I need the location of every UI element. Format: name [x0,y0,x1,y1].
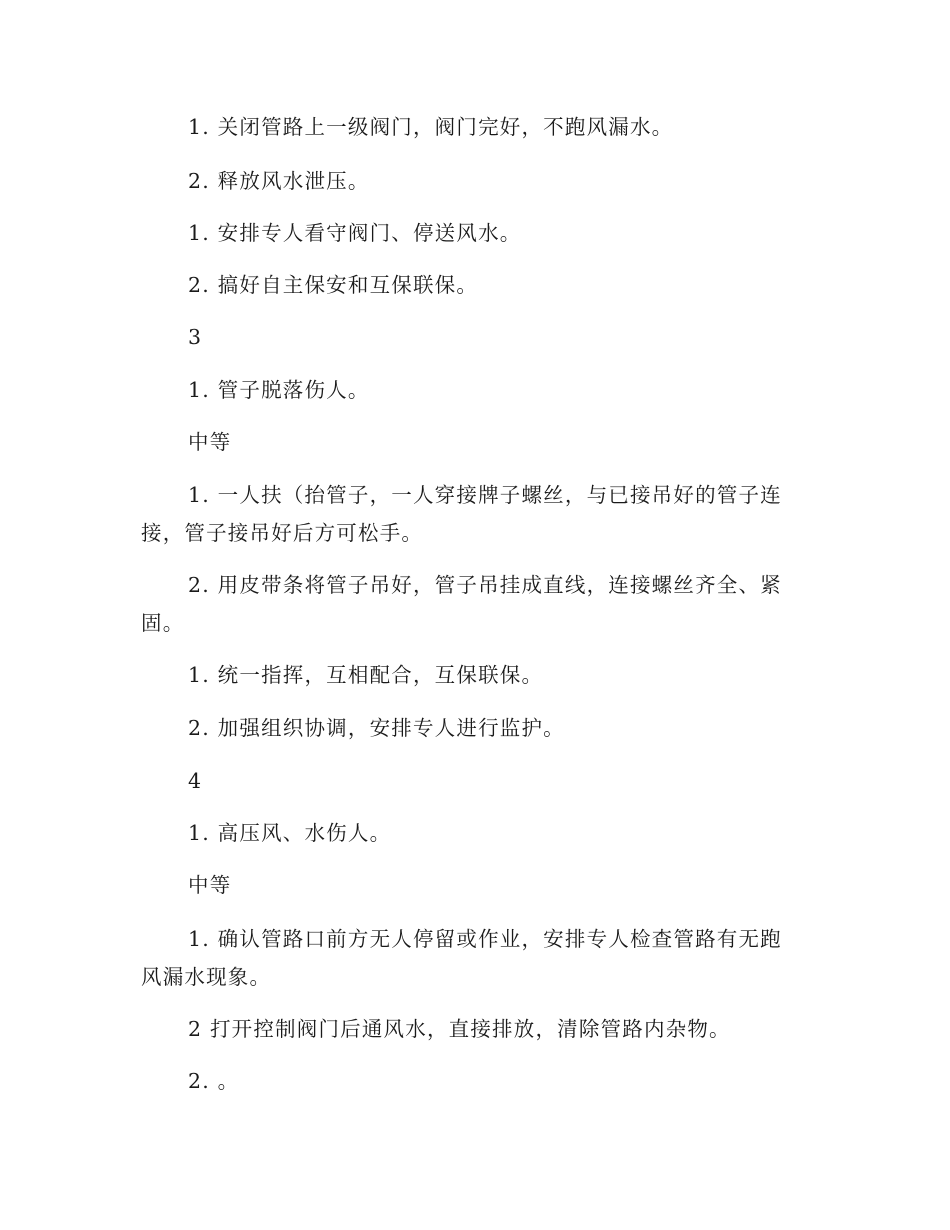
paragraph-9: 2. 用皮带条将管子吊好，管子吊挂成直线，连接螺丝齐全、紧固。 [141,573,782,635]
paragraph-8: 1. 一人扶（抬管子，一人穿接牌子螺丝，与已接吊好的管子连接，管子接吊好后方可松手。 [141,483,782,545]
paragraph-6: 1. 管子脱落伤人。 [188,378,370,402]
paragraph-2: 2. 释放风水泄压。 [188,169,370,193]
paragraph-5: 3 [188,325,203,349]
paragraph-12: 4 [188,769,203,793]
paragraph-13: 1. 高压风、水伤人。 [188,821,392,845]
paragraph-16: 2 打开控制阀门后通风水，直接排放，清除管路内杂物。 [188,1017,731,1041]
paragraph-15: 1. 确认管路口前方无人停留或作业，安排专人检查管路有无跑风漏水现象。 [141,927,782,989]
paragraph-14: 中等 [188,873,232,897]
paragraph-3: 1. 安排专人看守阀门、停送风水。 [188,221,522,245]
paragraph-11: 2. 加强组织协调，安排专人进行监护。 [188,716,565,740]
paragraph-7: 中等 [188,430,232,454]
paragraph-10: 1. 统一指挥，互相配合，互保联保。 [188,663,544,687]
paragraph-1: 1. 关闭管路上一级阀门，阀门完好，不跑风漏水。 [188,115,674,139]
paragraph-4: 2. 搞好自主保安和互保联保。 [188,273,479,297]
paragraph-17: 2. 。 [188,1069,240,1093]
